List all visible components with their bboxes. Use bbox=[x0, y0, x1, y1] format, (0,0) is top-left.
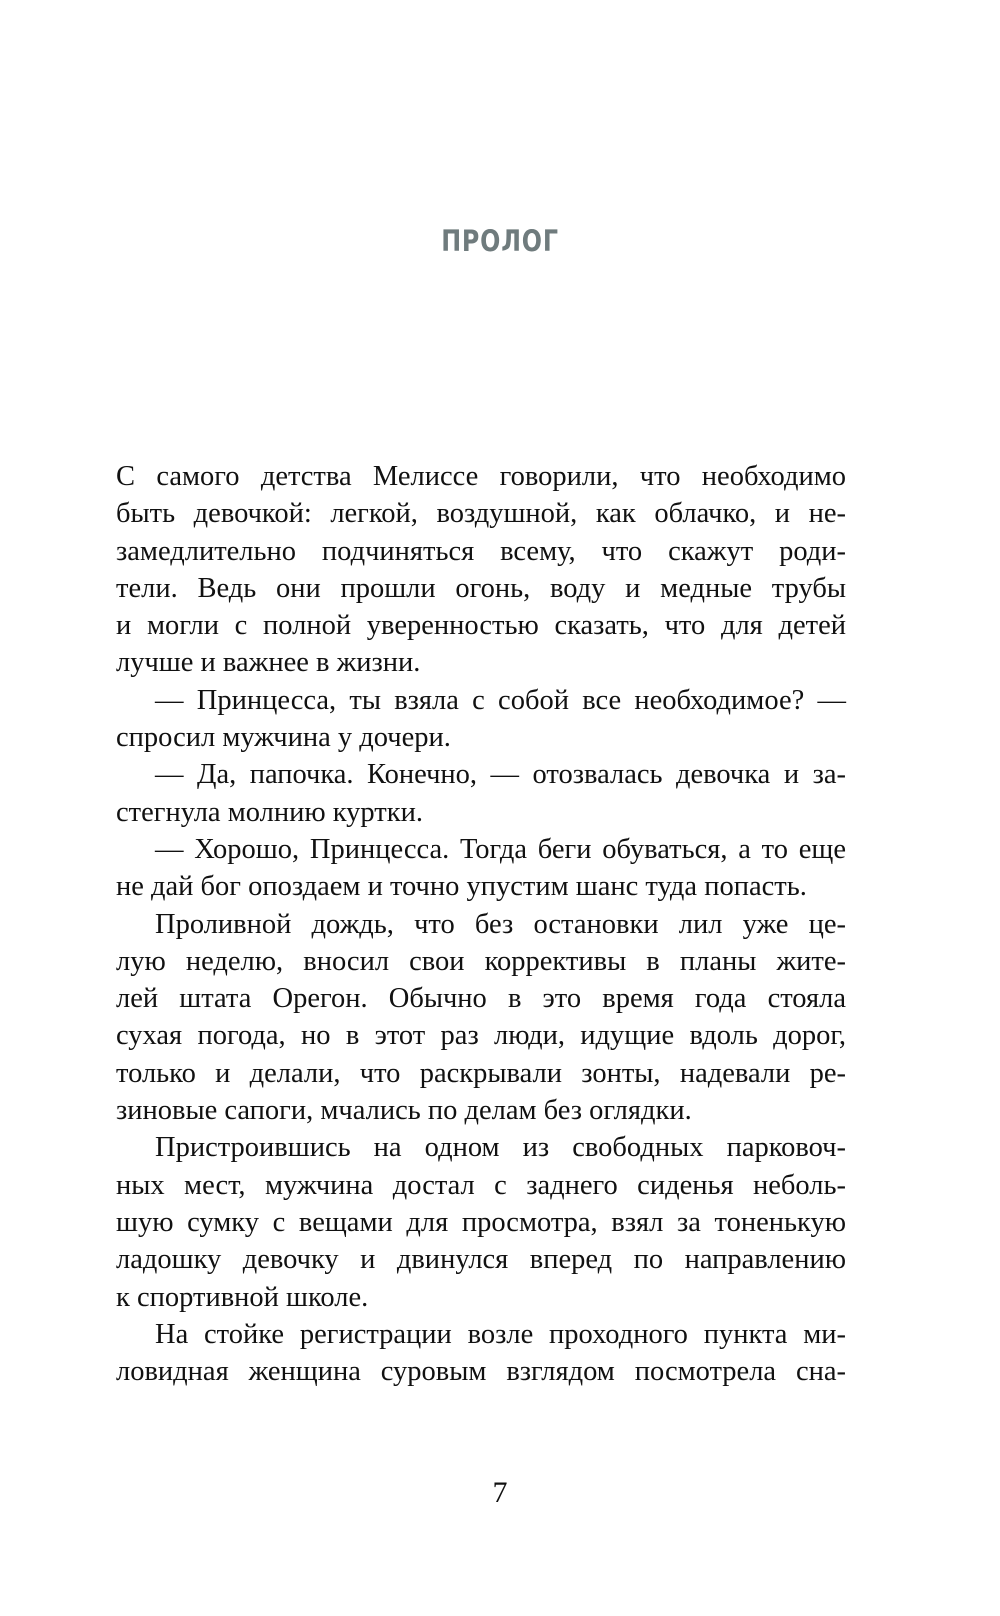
dialogue-line: — Хорошо, Принцесса. Тогда беги обуваться, а то еще bbox=[155, 833, 846, 865]
text-line: и могли с полной уверенностью сказать, что для детей bbox=[116, 610, 846, 642]
text-line: только и делали, что раскрывали зонты, надевали ре- bbox=[116, 1057, 846, 1089]
text-line: зиновые сапоги, мчались по делам без оглядки. bbox=[116, 1095, 692, 1127]
body-text bbox=[116, 458, 846, 1390]
text-line: ладошку девочку и двинулся вперед по направлению bbox=[116, 1244, 846, 1276]
dialogue-line: — Принцесса, ты взяла с собой все необходимое? — bbox=[155, 684, 846, 716]
text-line: к спортивной школе. bbox=[116, 1281, 369, 1313]
text-line: не дай бог опоздаем и точно упустим шанс туда попасть. bbox=[116, 871, 807, 903]
text-line: замедлительно подчиняться всему, что скажут роди- bbox=[116, 535, 846, 567]
text-line: шую сумку с вещами для просмотра, взял за тоненькую bbox=[116, 1206, 846, 1238]
text-line: быть девочкой: легкой, воздушной, как облачко, и не- bbox=[116, 498, 846, 530]
text-line: С самого детства Мелиссе говорили, что необходимо bbox=[116, 461, 846, 492]
paragraph-start-line: На стойке регистрации возле проходного пункта ми- bbox=[155, 1318, 846, 1350]
text-line: лучше и важнее в жизни. bbox=[116, 647, 421, 679]
text-line: стегнула молнию куртки. bbox=[116, 796, 423, 828]
text-line: тели. Ведь они прошли огонь, воду и медные трубы bbox=[116, 572, 846, 604]
paragraph-start-line: Проливной дождь, что без остановки лил уже це- bbox=[155, 908, 846, 940]
chapter-title: ПРОЛОГ bbox=[441, 224, 559, 258]
text-line: сухая погода, но в этот раз люди, идущие вдоль дорог, bbox=[116, 1020, 846, 1052]
text-line: спросил мужчина у дочери. bbox=[116, 722, 451, 754]
text-line: ных мест, мужчина достал с заднего сиденья неболь- bbox=[116, 1169, 846, 1201]
dialogue-line: — Да, папочка. Конечно, — отозвалась девочка и за- bbox=[155, 759, 846, 791]
page-number: 7 bbox=[492, 1476, 508, 1509]
text-line: лей штата Орегон. Обычно в это время года стояла bbox=[116, 983, 846, 1015]
paragraph-start-line: Пристроившись на одном из свободных парковоч- bbox=[155, 1132, 846, 1164]
text-line: ловидная женщина суровым взглядом посмотрела сна- bbox=[116, 1356, 846, 1388]
text-line: лую неделю, вносил свои коррективы в планы жите- bbox=[116, 945, 846, 977]
